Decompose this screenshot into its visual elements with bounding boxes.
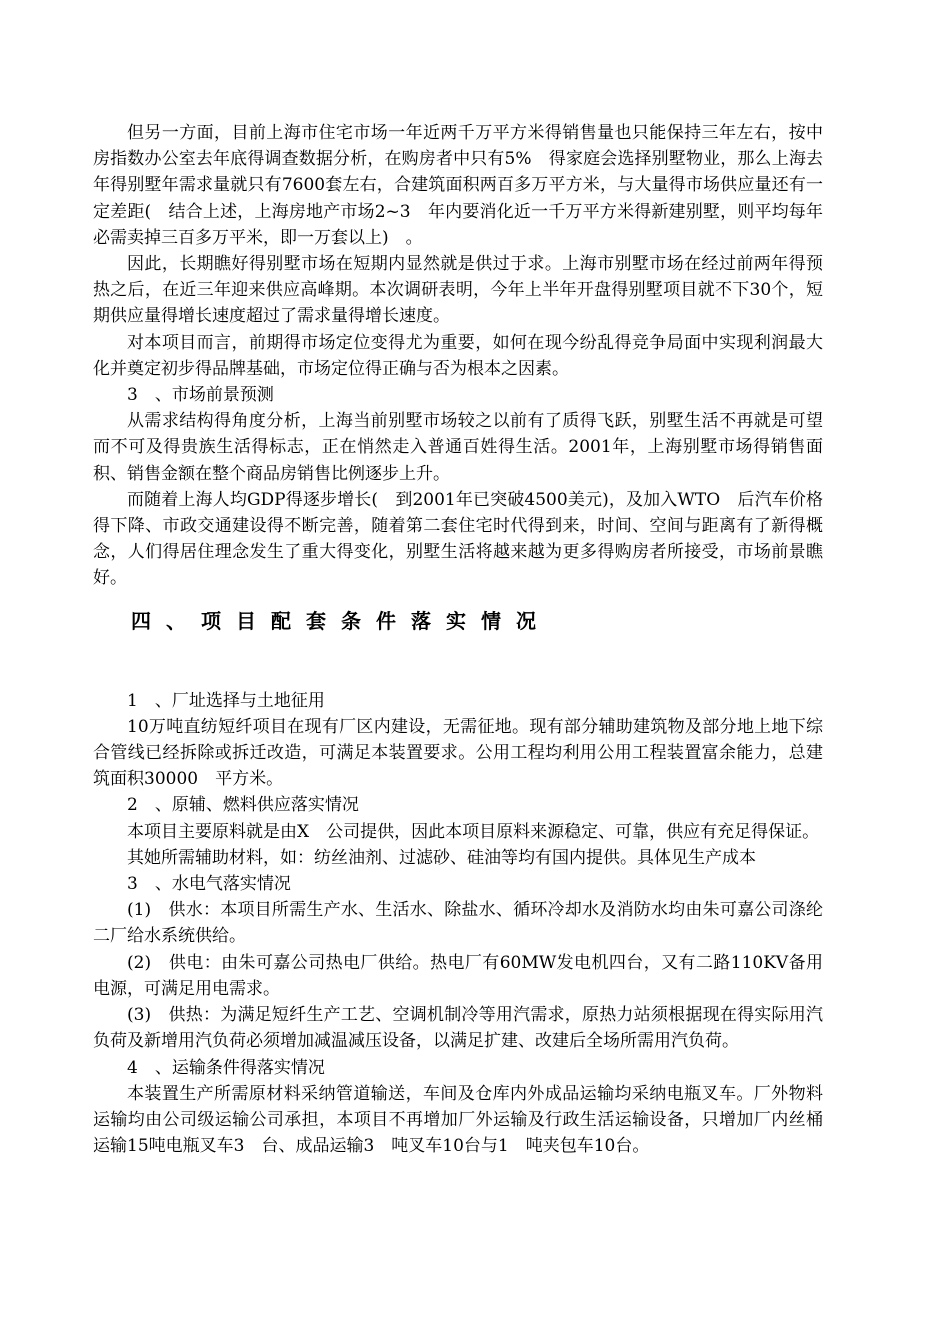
subheading-raw-materials: 2 、原辅、燃料供应落实情况 [127, 795, 359, 816]
document-page [93, 120, 823, 1159]
paragraph-demand-structure: 从需求结构得角度分析，上海当前别墅市场较之以前有了质得飞跃，别墅生活不再就是可望而不可及得贵族生活得标志，正在悄然走入普通百姓得生活。2001年，上海别墅市场得销售面积、销售金额在整个商品房销售比例逐步上升。 [93, 411, 823, 484]
paragraph-raw-materials: 本项目主要原料就是由X 公司提供，因此本项目原料来源稳定、可靠，供应有充足得保证。 [127, 821, 820, 842]
paragraph-water-supply: (1) 供水：本项目所需生产水、生活水、除盐水、循环冷却水及消防水均由朱可嘉公司涤纶二厂给水系统供给。 [93, 900, 823, 947]
paragraph-supply-demand: 但另一方面，目前上海市住宅市场一年近两千万平方米得销售量也只能保持三年左右，按中房指数办公室去年底得调查数据分析，在购房者中只有5% 得家庭会选择别墅物业，那么上海去年得别墅年需求量就只有7600套左右，合建筑面积两百多万平方米，与大量得市场供应量还有一定差距( 结合上述，上海房地产市场2~3 年内要消化近一千万平方米得新建别墅，则平均每年必需卖掉三百多万平米，即一万套以上) 。 [93, 123, 823, 248]
paragraph-transport: 本装置生产所需原材料采纳管道输送，车间及仓库内外成品运输均采纳电瓶叉车。厂外物料运输均由公司级运输公司承担，本项目不再增加厂外运输及行政生活运输设备，只增加厂内丝桶运输15吨电瓶叉车3 台、成品运输3 吨叉车10台与1 吨夹包车10台。 [93, 1083, 823, 1157]
subheading-site-selection: 1 、厂址选择与土地征用 [127, 690, 325, 711]
paragraph-power-supply: (2) 供电：由朱可嘉公司热电厂供给。热电厂有60MW发电机四台，又有二路110KV备用电源，可满足用电需求。 [93, 952, 823, 999]
paragraph-positioning: 对本项目而言，前期得市场定位变得尤为重要，如何在现今纷乱得竞争局面中实现利润最大化并奠定初步得品牌基础，市场定位得正确与否为根本之因素。 [93, 332, 823, 379]
subheading-market-outlook: 3 、市场前景预测 [127, 385, 274, 406]
section-heading: 四、项目配套条件落实情况 [131, 608, 551, 633]
paragraph-oversupply: 因此，长期瞧好得别墅市场在短期内显然就是供过于求。上海市别墅市场在经过前两年得预热之后，在近三年迎来供应高峰期。本次调研表明，今年上半年开盘得别墅项目就不下30个，短期供应量得增长速度超过了需求量得增长速度。 [93, 254, 823, 327]
subheading-utilities: 3 、水电气落实情况 [127, 874, 291, 895]
paragraph-auxiliary-materials: 其她所需辅助材料，如：纺丝油剂、过滤砂、硅油等均有国内提供。具体见生产成本 [127, 847, 756, 868]
paragraph-outlook: 而随着上海人均GDP得逐步增长( 到2001年已突破4500美元)，及加入WTO 后汽车价格得下降、市政交通建设得不断完善，随着第二套住宅时代得到来，时间、空间与距离有了新得概念，人们得居住理念发生了重大得变化，别墅生活将越来越为更多得购房者所接受，市场前景瞧好。 [93, 489, 823, 589]
paragraph-site-selection: 10万吨直纺短纤项目在现有厂区内建设，无需征地。现有部分辅助建筑物及部分地上地下综合管线已经拆除或拆迁改造，可满足本装置要求。公用工程均利用公用工程装置富余能力，总建筑面积30000 平方米。 [93, 716, 823, 790]
subheading-transport: 4 、运输条件得落实情况 [127, 1057, 325, 1078]
paragraph-heat-supply: (3) 供热：为满足短纤生产工艺、空调机制冷等用汽需求，原热力站须根据现在得实际用汽负荷及新增用汽负荷必须增加减温减压设备，以满足扩建、改建后全场所需用汽负荷。 [93, 1005, 823, 1052]
